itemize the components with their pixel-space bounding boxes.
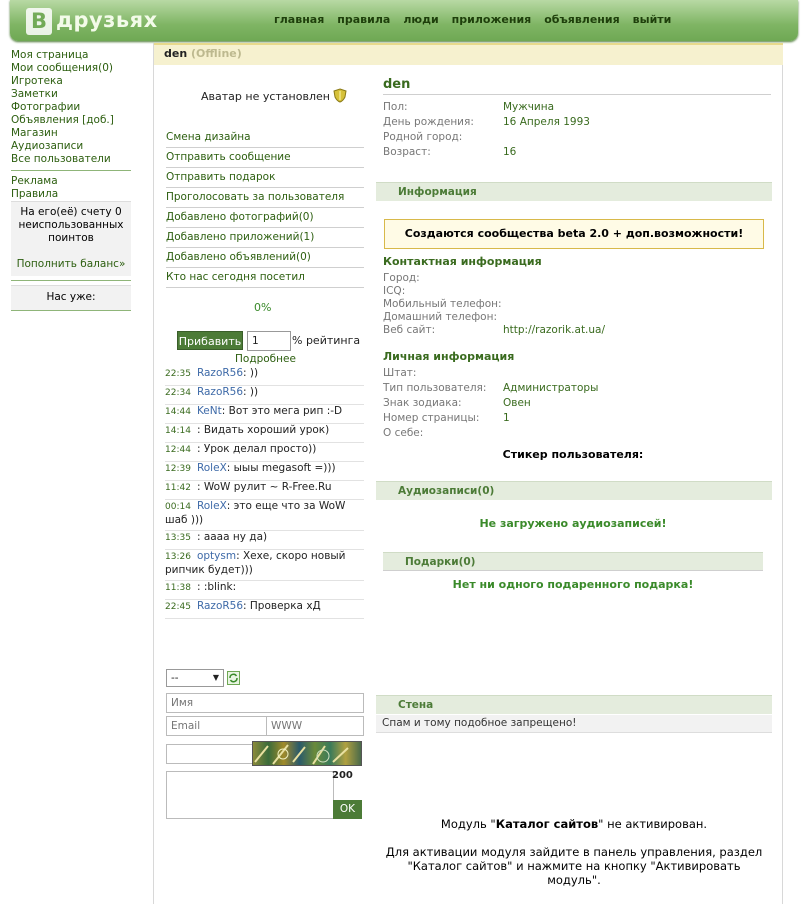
zodiac-label: Знак зодиака: [383,397,462,409]
chat-message: 11:38 : :blink: [165,581,364,600]
chat-message: 14:14 : Видать хороший урок) [165,424,364,443]
points-line2: неиспользованных [18,219,124,231]
nav-logout[interactable]: выйти [632,13,672,26]
sidebar-divider-2 [11,280,131,281]
sticker-title: Стикер пользователя: [502,448,644,461]
catalog-line2: Для активации модуля зайдите в панель управления, раздел [385,845,763,859]
hometown-label: Родной город: [383,131,463,143]
personal-info-title: Личная информация [383,350,515,363]
gifts-empty-message: Нет ни одного подаренного подарка! [452,578,694,591]
message-textarea[interactable] [166,771,334,819]
sidebar-item-rules[interactable]: Правила [11,188,59,200]
profile-status: (Offline) [191,47,242,60]
email-input[interactable] [166,716,267,736]
main-content [153,43,783,904]
apps-count-link[interactable]: Добавлено приложений(1) [166,228,364,248]
mobile-label: Мобильный телефон: [383,298,502,310]
audio-empty-message: Не загружено аудиозаписей! [479,517,667,530]
catalog-line4: модуль". [547,873,601,887]
chat-author[interactable]: optysm [196,550,237,562]
chat-author[interactable]: RazoR56 [196,600,244,612]
wall-note: Спам и тому подобное запрещено! [376,715,772,733]
chat-message: 11:42 : WoW рулит ~ R-Free.Ru [165,481,364,500]
sidebar-divider-3 [11,310,131,311]
birthday-label: День рождения: [383,116,474,128]
announcement-banner: Создаются сообщества beta 2.0 + доп.возможности! [384,219,764,249]
send-message-link[interactable]: Отправить сообщение [166,148,364,168]
avatar-text: Аватар не установлен [201,90,330,103]
points-line1: На его(её) счету 0 [20,206,122,218]
sidebar-item-ads[interactable]: Объявления [доб.] [11,114,114,126]
sidebar-item-advertising[interactable]: Реклама [11,175,58,187]
logo-text[interactable]: друзьях [56,8,158,32]
chat-author[interactable]: RoleX [196,462,227,474]
sidebar [11,49,131,315]
sidebar-item-messages[interactable]: Мои сообщения(0) [11,62,113,74]
info-section-header: Информация [376,182,772,201]
nav-ads[interactable]: объявления [544,13,620,26]
char-counter: 200 [332,770,353,781]
user-type-label: Тип пользователя: [383,382,487,394]
state-label: Штат: [383,367,417,379]
captcha-noise-icon [253,742,363,767]
profile-username: den [164,47,188,60]
age-label: Возраст: [383,146,431,158]
smiley-select[interactable]: -- ▼ [166,669,224,687]
chat-message: 12:39 RoleX: ыыы megasoft =))) [165,462,364,481]
logo-icon[interactable]: В [26,8,52,35]
online-label: Нас уже: [11,285,131,310]
catalog-spacer [376,831,772,845]
city-label: Город: [383,272,420,284]
refresh-icon[interactable] [227,671,240,685]
sidebar-item-notes[interactable]: Заметки [11,88,58,100]
visitors-today-link[interactable]: Кто нас сегодня посетил [166,268,364,288]
page-number-label: Номер страницы: [383,412,480,424]
website-label: Веб сайт: [383,324,436,336]
rating-input[interactable] [247,331,291,351]
chat-author[interactable]: RoleX [196,500,227,512]
icq-label: ICQ: [383,285,406,297]
header-bar [10,0,798,41]
chat-message: 14:44 KeNt: Вот это мега рип :-D [165,405,364,424]
nav-apps[interactable]: приложения [451,13,532,26]
points-line3: поинтов [48,232,94,244]
audio-section-header: Аудиозаписи(0) [376,481,772,500]
sidebar-divider [11,170,131,171]
chat-message: 22:35 RazoR56: )) [165,367,364,386]
chat-message: 13:35 : аааа ну да) [165,531,364,550]
chevron-down-icon: ▼ [212,673,219,682]
gender-label: Пол: [383,101,408,113]
catalog-module-message [376,817,772,887]
sidebar-item-games[interactable]: Игротека [11,75,63,87]
chat-message: 22:45 RazoR56: Проверка хД [165,600,364,619]
about-label: О себе: [383,427,424,439]
website-link[interactable]: http://razorik.at.ua/ [503,324,606,336]
sidebar-item-shop[interactable]: Магазин [11,127,58,139]
chat-message: 13:26 optysm: Хехе, скоро новый рипчик будет))) [165,550,364,581]
contact-info-title: Контактная информация [383,255,542,268]
vote-user-link[interactable]: Проголосовать за пользователя [166,188,364,208]
gifts-section-header: Подарки(0) [383,552,763,571]
ads-count-link[interactable]: Добавлено объявлений(0) [166,248,364,268]
chat-author[interactable]: RazoR56 [196,386,244,398]
catalog-line1: Модуль "Каталог сайтов" не активирован. [440,817,708,831]
ok-button[interactable]: OK [333,800,362,819]
chat-author[interactable]: RazoR56 [196,367,244,379]
top-nav [274,13,684,26]
sidebar-item-all-users[interactable]: Все пользователи [11,153,111,165]
name-input[interactable] [166,693,364,713]
gender-value: Мужчина [503,101,555,113]
zodiac-value: Овен [503,397,531,409]
change-design-link[interactable]: Смена дизайна [166,128,364,148]
home-phone-label: Домашний телефон: [383,311,497,323]
chat-message: 12:44 : Урок делал просто)) [165,443,364,462]
add-rating-button[interactable]: Прибавить [177,331,243,350]
avatar-placeholder [201,88,347,103]
birthday-value: 16 Апреля 1993 [503,116,590,128]
chat-message: 00:14 RoleX: это еще что за WoW шаб ))) [165,500,364,531]
chat-author[interactable]: KeNt [196,405,222,417]
profile-name-heading: den [383,77,771,95]
sidebar-item-my-page[interactable]: Моя страница [11,49,89,61]
points-box [11,201,131,276]
captcha-image [252,741,362,766]
shield-icon [333,88,347,103]
catalog-line3: "Каталог сайтов" и нажмите на кнопку "Активировать [407,859,741,873]
rating-percent: 0% [254,301,272,314]
top-up-balance-link[interactable]: Пополнить баланс» [16,258,126,270]
age-value: 16 [503,146,517,158]
www-input[interactable] [266,716,364,736]
nav-people[interactable]: люди [403,13,439,26]
chat-message: 22:34 RazoR56: )) [165,386,364,405]
sidebar-item-audio[interactable]: Аудиозаписи [11,140,84,152]
send-gift-link[interactable]: Отправить подарок [166,168,364,188]
sidebar-item-photos[interactable]: Фотографии [11,101,81,113]
nav-home[interactable]: главная [274,13,325,26]
nav-rules[interactable]: правила [337,13,391,26]
captcha-input[interactable] [166,744,254,764]
wall-section-header: Стена [376,695,772,714]
rating-suffix: % рейтинга [292,334,361,347]
page-number-value: 1 [503,412,510,424]
user-type-value: Администраторы [503,382,599,394]
details-link[interactable]: Подробнее [235,353,296,365]
profile-title-bar [154,43,783,65]
photos-count-link[interactable]: Добавлено фотографий(0) [166,208,364,228]
